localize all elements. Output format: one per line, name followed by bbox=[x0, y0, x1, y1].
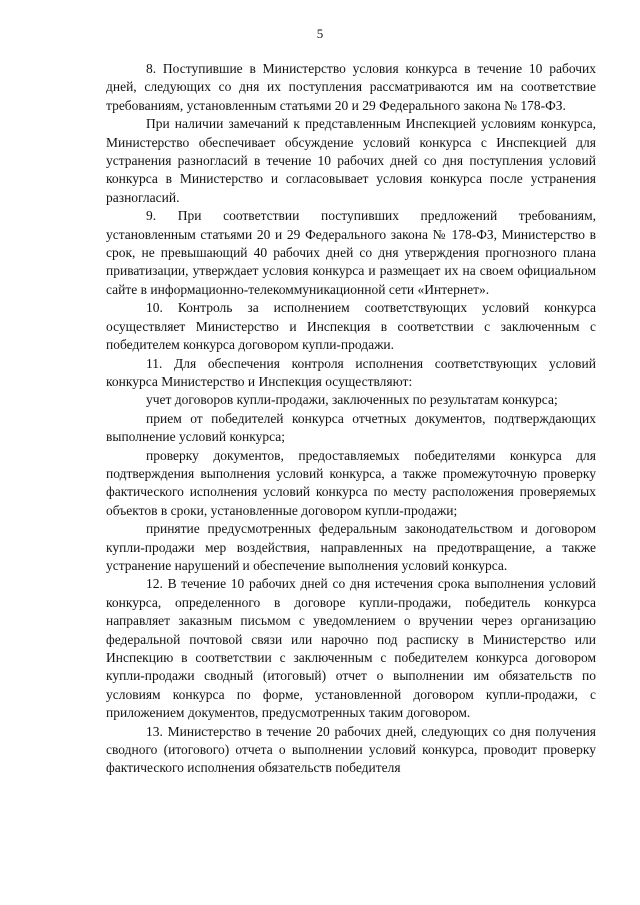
document-body bbox=[106, 60, 596, 778]
paragraph-8-remarks: При наличии замечаний к представленным Инспекцией условиям конкурса, Министерство обеспечивает обсуждение условий конкурса с Инспекцией для устранения разногласий в течение 10 рабочих дней со дня поступления условий конкурса в Министерство и согласовывает условия конкурса после устранения разногласий. bbox=[106, 116, 596, 205]
list-item-reports: прием от победителей конкурса отчетных документов, подтверждающих выполнение условий конкурса; bbox=[106, 410, 596, 445]
page-number: 5 bbox=[316, 26, 324, 41]
list-item-inspection: проверку документов, предоставляемых победителями конкурса для подтверждения выполнения условий конкурса, а также промежуточную проверку фактического исполнения условий конкурса по месту расположения проверяемых объектов в сроки, установленные договором купли-продажи; bbox=[106, 447, 596, 518]
list-item-measures: принятие предусмотренных федеральным законодательством и договором купли-продажи мер воздействия, направленных на предотвращение, а также устранение нарушений и обеспечение выполнения условий конкурса. bbox=[106, 521, 596, 573]
list-item-contracts: учет договоров купли-продажи, заключенных по результатам конкурса; bbox=[146, 392, 558, 408]
paragraph-9: 9. При соответствии поступивших предложений требованиям, установленным статьями 20 и 29 Федерального закона № 178-ФЗ, Министерство в срок, не превышающий 40 рабочих дней со дня утверждения прогнозного плана приватизации, утверждает условия конкурса и размещает их на своем официальном сайте в информационно-телекоммуникационной сети «Интернет». bbox=[106, 208, 596, 297]
paragraph-13: 13. Министерство в течение 20 рабочих дней, следующих со дня получения сводного (итогового) отчета о выполнении условий конкурса, проводит проверку фактического исполнения обязательств победителя bbox=[106, 723, 596, 776]
paragraph-11: 11. Для обеспечения контроля исполнения соответствующих условий конкурса Министерство и Инспекция осуществляют: bbox=[106, 355, 596, 389]
paragraph-8: 8. Поступившие в Министерство условия конкурса в течение 10 рабочих дней, следующих со дня их поступления рассматриваются им на соответствие требованиям, установленным статьями 20 и 29 Федерального закона № 178-ФЗ. bbox=[106, 61, 596, 113]
paragraph-12: 12. В течение 10 рабочих дней со дня истечения срока выполнения условий конкурса, определенного в договоре купли-продажи, победитель конкурса направляет заказным письмом с уведомлением о вручении через организацию федеральной почтовой связи или нарочно под расписку в Министерство или Инспекцию в соответствии с заключенным с победителем конкурса договором купли-продажи сводный (итоговый) отчет о выполнении им обязательств по условиям конкурса по форме, установленной договором купли-продажи, с приложением документов, предусмотренных таким договором. bbox=[106, 576, 596, 721]
paragraph-10: 10. Контроль за исполнением соответствующих условий конкурса осуществляет Министерство и Инспекция в соответствии с заключенным с победителем конкурса договором купли-продажи. bbox=[106, 300, 596, 353]
